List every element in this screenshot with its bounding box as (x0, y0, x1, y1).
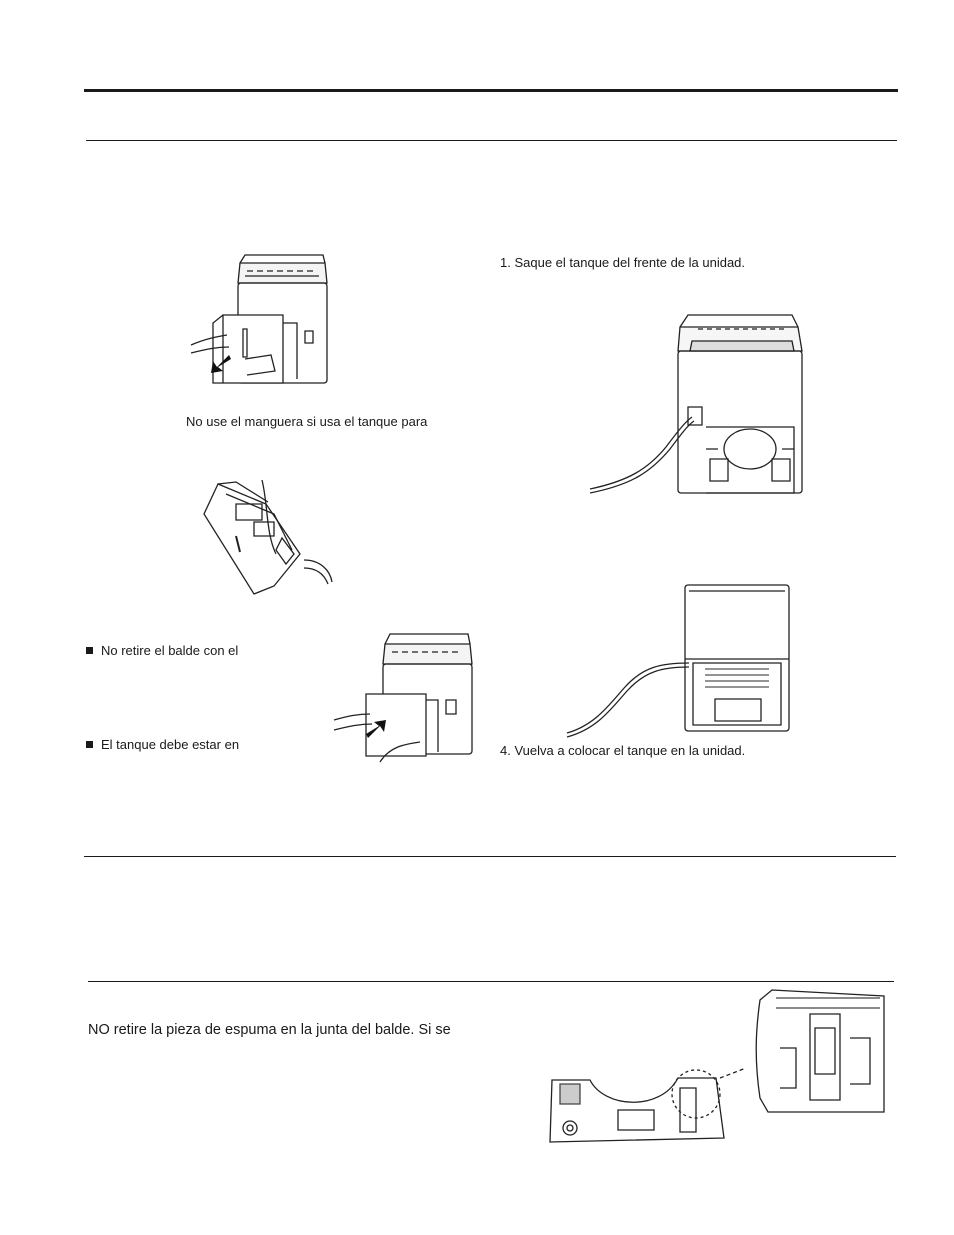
bullet-text-2: El tanque debe estar en (101, 737, 240, 752)
step-1-text: 1. Saque el tanque del frente de la unidad. (500, 255, 746, 270)
dehumidifier-insert-tank-illustration (330, 622, 480, 772)
step-4-text: 4. Vuelva a colocar el tanque en la unidad. (500, 743, 746, 758)
section-rule-1 (86, 140, 897, 141)
square-bullet-icon (86, 647, 93, 654)
bucket-foam-detail-illustration (540, 988, 890, 1160)
tank-tilted-illustration (196, 474, 341, 599)
foam-warning-text: NO retire la pieza de espuma en la junta del balde. Si se (88, 1022, 451, 1038)
square-bullet-icon (86, 741, 93, 748)
bullet-text-1: No retire el balde con el (101, 643, 239, 658)
hose-caution-caption: No use el manguera si usa el tanque para (186, 414, 428, 429)
dehumidifier-hose-illustration (588, 299, 813, 501)
section-rule-3 (88, 981, 894, 982)
dehumidifier-front-hose-illustration (565, 583, 795, 738)
section-rule-2 (84, 856, 896, 857)
top-heavy-rule (84, 89, 898, 92)
dehumidifier-remove-tank-illustration (185, 243, 335, 393)
